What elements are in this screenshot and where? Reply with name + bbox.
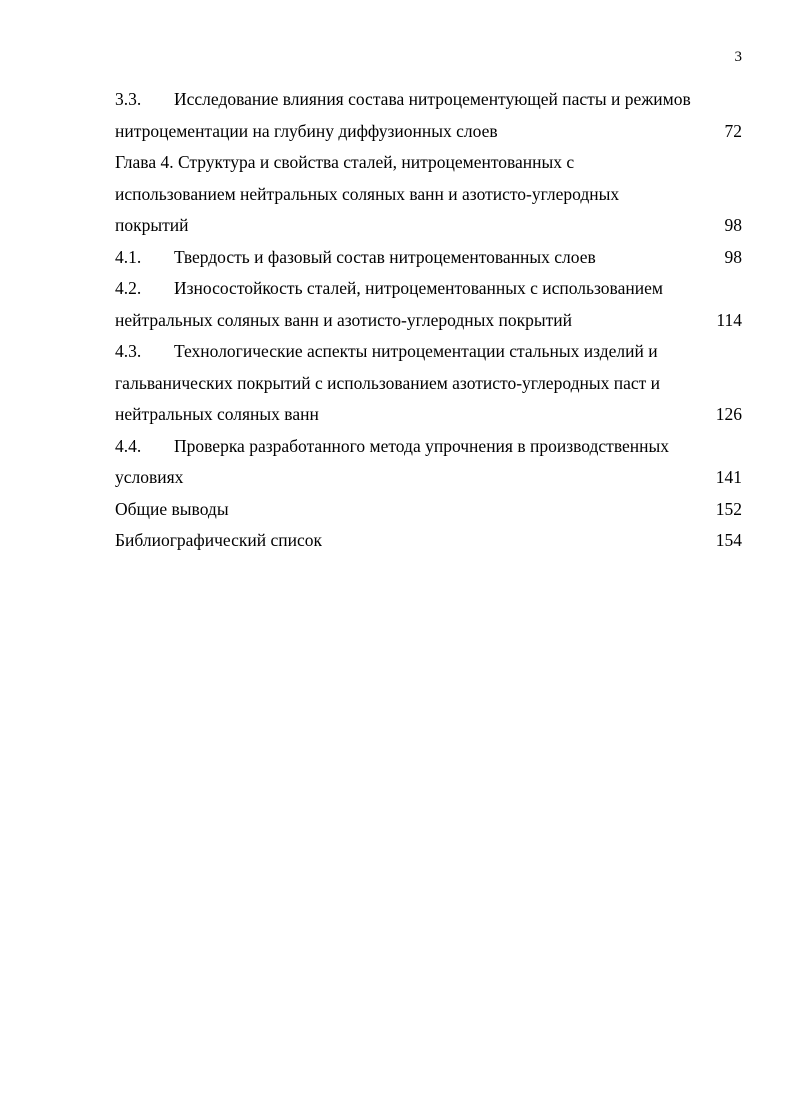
toc-line-text-wrap [115, 494, 229, 526]
toc-section-number: 3.3. [115, 89, 142, 109]
toc-entry [115, 273, 742, 336]
toc-entry-text: Исследование влияния состава нитроцементующей пасты и режимов [174, 89, 691, 109]
toc-page-number: 98 [724, 215, 742, 235]
toc-page-number: 114 [716, 309, 742, 330]
toc-entry [115, 147, 742, 242]
toc-line-text-wrap [115, 242, 596, 274]
toc-line [115, 336, 742, 368]
toc-entry-text: условиях [115, 467, 184, 487]
toc-line-text-wrap [115, 336, 658, 368]
toc-section-number: 4.4. [115, 435, 142, 456]
toc-line [115, 368, 742, 400]
toc-entry-text: Проверка разработанного метода упрочнения в производственных [174, 435, 669, 456]
toc-entry [115, 242, 742, 274]
toc-line-text-wrap [115, 210, 189, 242]
toc-line [115, 116, 742, 148]
toc-entry-text: нитроцементации на глубину диффузионных слоев [115, 120, 498, 141]
toc-line-text-wrap [115, 273, 663, 305]
toc-section-number: 4.1. [115, 246, 142, 267]
toc-line [115, 84, 742, 116]
page-number: 3 [734, 49, 742, 65]
toc-entry-text: Глава 4. Структура и свойства сталей, нитроцементованных с [115, 152, 575, 172]
toc-section-number: 4.2. [115, 278, 142, 298]
toc-line-text-wrap [115, 147, 574, 179]
toc-entry-text: Износостойкость сталей, нитроцементованных с использованием [174, 278, 663, 298]
table-of-contents [115, 84, 742, 557]
toc-line-text-wrap [115, 462, 183, 494]
toc-line [115, 525, 742, 557]
toc-line [115, 179, 742, 211]
toc-line-text-wrap [115, 305, 572, 337]
toc-entry-text: использованием нейтральных соляных ванн и азотисто-углеродных [115, 183, 620, 204]
toc-entry-text: нейтральных соляных ванн [115, 404, 319, 424]
toc-page-number: 98 [724, 246, 742, 267]
toc-entry-text: гальванических покрытий с использованием азотисто-углеродных паст и [115, 372, 661, 393]
toc-line [115, 399, 742, 431]
toc-line [115, 462, 742, 494]
toc-line [115, 242, 742, 274]
toc-entry-text: покрытий [115, 215, 189, 235]
toc-line-text-wrap [115, 368, 660, 400]
toc-line [115, 273, 742, 305]
toc-entry [115, 494, 742, 526]
toc-line-text-wrap [115, 431, 669, 463]
toc-line-text-wrap [115, 179, 619, 211]
toc-line-text-wrap [115, 116, 498, 148]
toc-entry-text: Библиографический список [115, 530, 323, 550]
toc-section-number: 4.3. [115, 341, 142, 361]
toc-line [115, 147, 742, 179]
toc-entry [115, 336, 742, 431]
toc-entry [115, 84, 742, 147]
toc-line [115, 210, 742, 242]
toc-entry-text: нейтральных соляных ванн и азотисто-углеродных покрытий [115, 309, 573, 330]
toc-entry-text: Общие выводы [115, 498, 229, 519]
toc-entry-text: Твердость и фазовый состав нитроцементованных слоев [174, 246, 596, 267]
toc-line-text-wrap [115, 84, 691, 116]
toc-entry-text: Технологические аспекты нитроцементации стальных изделий и [174, 341, 658, 361]
toc-page-number: 141 [715, 467, 742, 487]
toc-line [115, 305, 742, 337]
toc-entry [115, 431, 742, 494]
toc-page-number: 126 [715, 404, 742, 424]
toc-line [115, 494, 742, 526]
toc-entry [115, 525, 742, 557]
toc-line-text-wrap [115, 399, 319, 431]
toc-line-text-wrap [115, 525, 322, 557]
toc-page-number: 154 [715, 530, 742, 550]
toc-page-number: 152 [715, 498, 742, 519]
toc-page-number: 72 [724, 120, 742, 141]
toc-line [115, 431, 742, 463]
